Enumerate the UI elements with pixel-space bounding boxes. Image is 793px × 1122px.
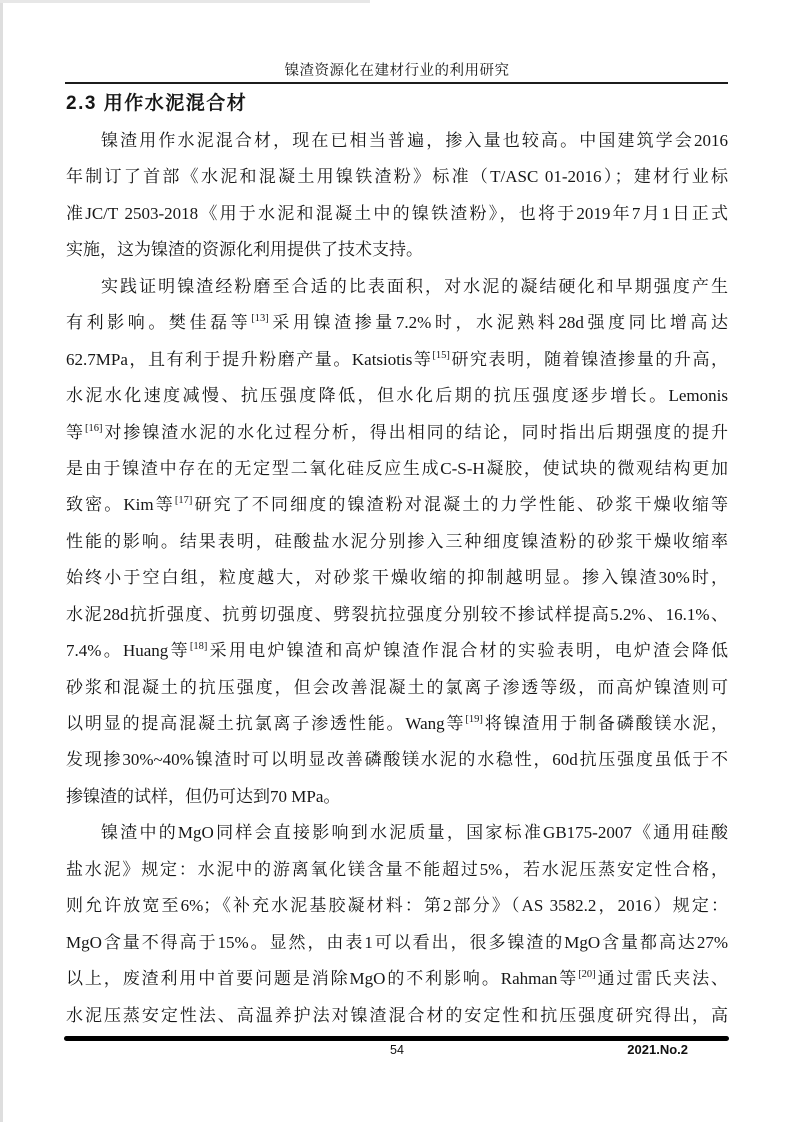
text-line: 水泥压蒸安定性法、高温养护法对镍渣混合材的安定性和抗压强度研究得出，高 xyxy=(66,1005,728,1025)
citation-superscript: [17] xyxy=(174,495,193,507)
citation-superscript: [13] xyxy=(251,313,269,325)
text-line: 年制订了首部《水泥和混凝土用镍铁渣粉》标准（T/ASC 01-2016）；建材行业标 xyxy=(66,167,728,187)
header-rule xyxy=(65,82,728,84)
text-line: 水泥28d抗折强度、抗剪切强度、劈裂抗拉强度分别较不掺试样提高5.2%、16.1%、 xyxy=(66,604,728,624)
text-line: 62.7MPa，且有利于提升粉磨产量。Katsiotis等[15]研究表明，随着镍渣掺量的升高， xyxy=(66,349,728,369)
citation-superscript: [16] xyxy=(84,422,103,434)
text-line: 镍渣用作水泥混合材，现在已相当普遍，掺入量也较高。中国建筑学会2016 xyxy=(101,131,728,150)
scan-edge-top xyxy=(0,0,370,3)
scan-edge-left xyxy=(0,0,3,1122)
text-line: 始终小于空白组，粒度越大，对砂浆干燥收缩的抑制越明显。掺入镍渣30%时， xyxy=(66,568,728,588)
text-line: 准JC/T 2503-2018《用于水泥和混凝土中的镍铁渣粉》，也将于2019年7月1日正式 xyxy=(66,203,728,223)
citation-superscript: [18] xyxy=(189,641,208,653)
text-line: 是由于镍渣中存在的无定型二氧化硅反应生成C-S-H凝胶，使试块的微观结构更加 xyxy=(66,458,728,478)
citation-superscript: [15] xyxy=(432,349,450,361)
body-text xyxy=(66,123,728,1034)
text-line: 实践证明镍渣经粉磨至合适的比表面积，对水泥的凝结硬化和早期强度产生 xyxy=(101,276,728,296)
text-line: 等[16]对掺镍渣水泥的水化过程分析，得出相同的结论，同时指出后期强度的提升 xyxy=(66,422,728,442)
paragraph xyxy=(66,269,728,816)
text-line: 致密。Kim等[17]研究了不同细度的镍渣粉对混凝土的力学性能、砂浆干燥收缩等 xyxy=(66,495,728,515)
text-line: 以上，废渣利用中首要问题是消除MgO的不利影响。Rahman等[20]通过雷氏夹法、 xyxy=(66,969,728,989)
page-number: 54 xyxy=(390,1043,404,1057)
running-head-title: 镍渣资源化在建材行业的利用研究 xyxy=(284,63,510,79)
section-heading: 2.3 用作水泥混合材 xyxy=(66,93,248,114)
text-line: 镍渣中的MgO同样会直接影响到水泥质量，国家标准GB175-2007《通用硅酸 xyxy=(101,823,728,843)
citation-superscript: [20] xyxy=(578,969,596,981)
text-line: 以明显的提高混凝土抗氯离子渗透性能。Wang等[19]将镍渣用于制备磷酸镁水泥， xyxy=(66,714,728,733)
footer-rule xyxy=(64,1036,729,1041)
text-line: MgO含量不得高于15%。显然，由表1可以看出，很多镍渣的MgO含量都高达27% xyxy=(66,932,728,952)
citation-superscript: [19] xyxy=(465,714,483,725)
text-line: 盐水泥》规定：水泥中的游离氧化镁含量不能超过5%，若水泥压蒸安定性合格， xyxy=(66,859,728,879)
text-line: 有利影响。樊佳磊等[13]采用镍渣掺量7.2%时，水泥熟料28d强度同比增高达 xyxy=(66,313,728,333)
text-line: 性能的影响。结果表明，硅酸盐水泥分别掺入三种细度镍渣粉的砂浆干燥收缩率 xyxy=(66,531,728,551)
issue-number: 2021.No.2 xyxy=(627,1042,688,1057)
text-line: 砂浆和混凝土的抗压强度，但会改善混凝土的氯离子渗透等级，而高炉镍渣则可 xyxy=(66,677,728,697)
paragraph xyxy=(66,815,728,1034)
paragraph xyxy=(66,123,728,269)
text-line: 掺镍渣的试样，但仍可达到70 MPa。 xyxy=(66,786,341,806)
text-line: 7.4%。Huang等[18]采用电炉镍渣和高炉镍渣作混合材的实验表明，电炉渣会降低 xyxy=(66,641,728,661)
text-line: 发现掺30%~40%镍渣时可以明显改善磷酸镁水泥的水稳性，60d抗压强度虽低于不 xyxy=(66,750,728,770)
text-line: 水泥水化速度减慢、抗压强度降低，但水化后期的抗压强度逐步增长。Lemonis xyxy=(66,386,728,406)
text-line: 则允许放宽至6%；《补充水泥基胶凝材料：第2部分》（AS 3582.2，2016）规定： xyxy=(66,896,728,916)
text-line: 实施，这为镍渣的资源化利用提供了技术支持。 xyxy=(66,240,423,260)
